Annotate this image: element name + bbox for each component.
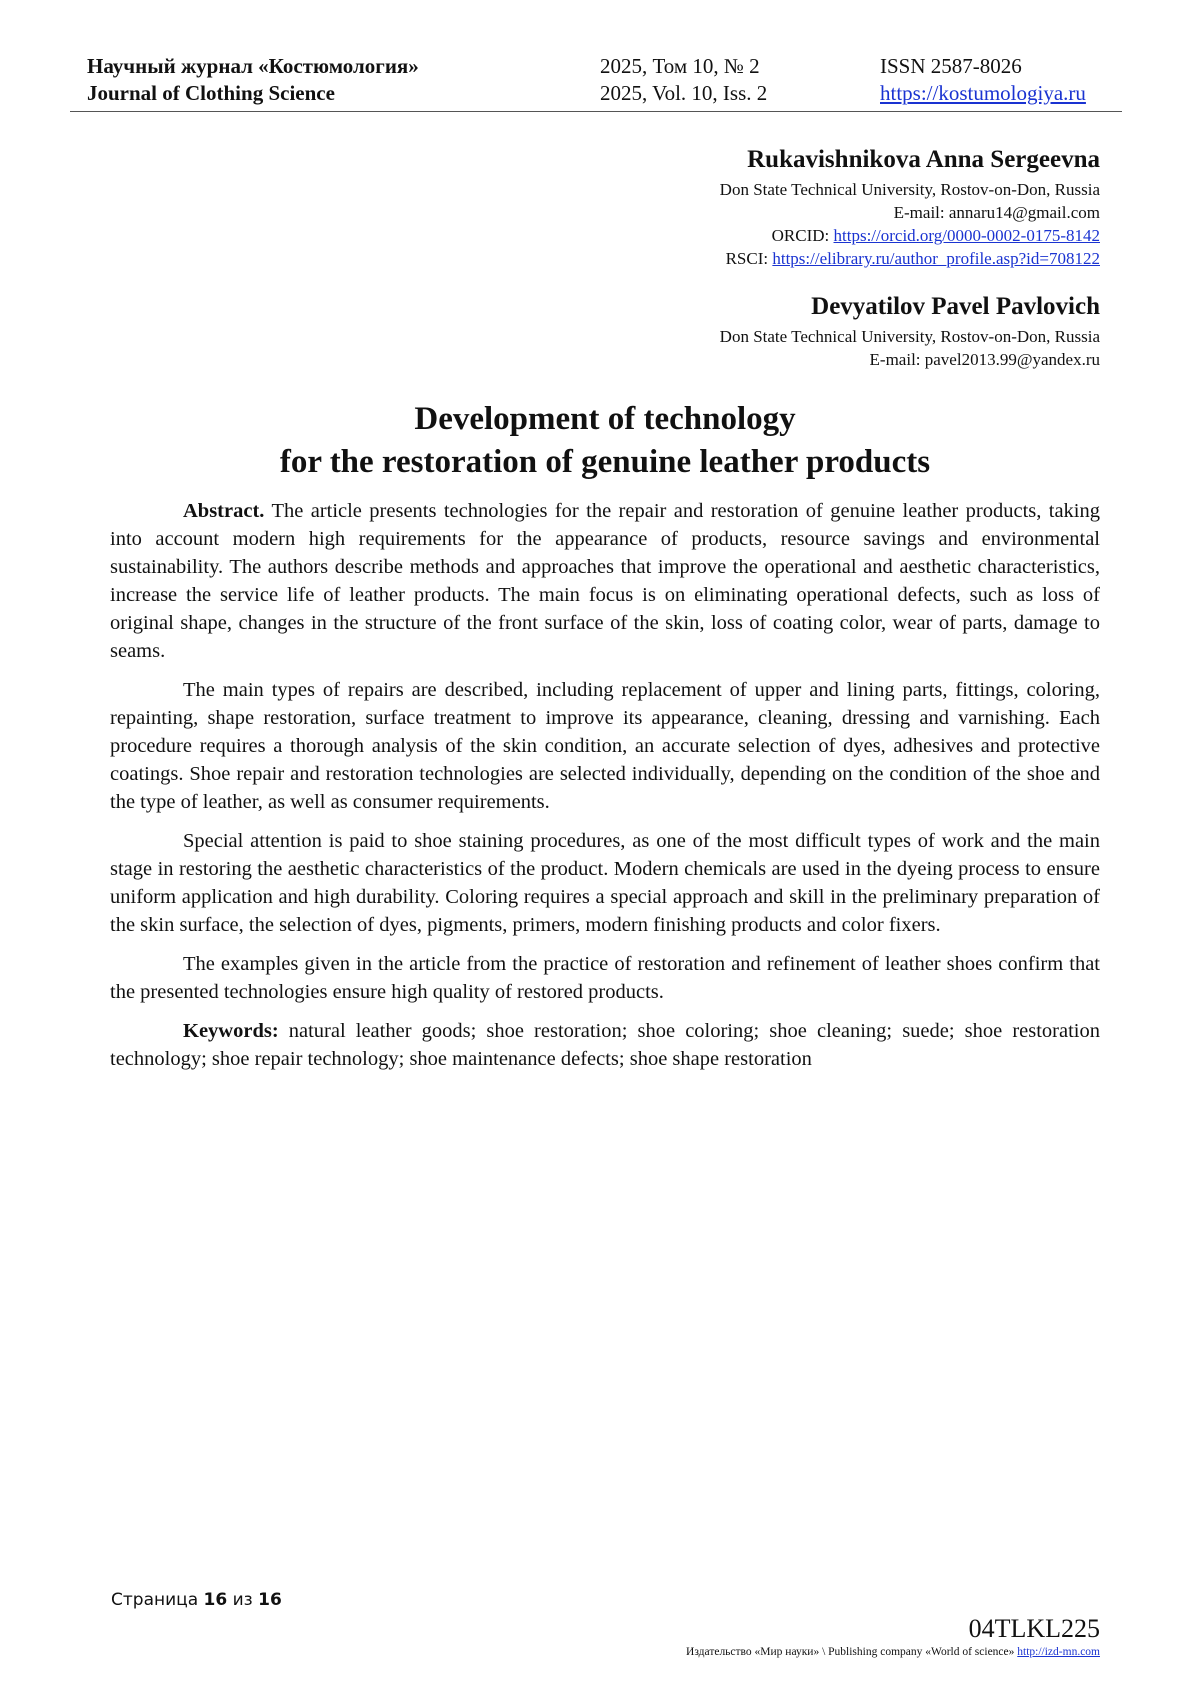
orcid-link[interactable]: https://orcid.org/0000-0002-0175-8142 [833,226,1100,245]
article-code: 04TLKL225 [968,1614,1100,1643]
keywords-label: Keywords: [183,1020,279,1042]
abstract-label: Abstract. [183,500,265,522]
title-line-1: Development of technology [414,401,796,437]
publisher-line [686,1646,1100,1658]
journal-name-ru: Научный журнал «Костюмология» [87,54,419,78]
author-rsci [720,247,1100,270]
orcid-label: ORCID: [771,226,834,245]
page-number [111,1590,282,1610]
journal-name-en: Journal of Clothing Science [87,81,335,105]
author-name: Rukavishnikova Anna Sergeevna [747,146,1100,173]
author-name: Devyatilov Pavel Pavlovich [811,293,1100,320]
page-total: 16 [258,1590,282,1610]
issue-en: 2025, Vol. 10, Iss. 2 [600,81,768,105]
issue-ru: 2025, Том 10, № 2 [600,54,760,78]
page-word: Страница [111,1590,204,1610]
abstract-paragraph-3: Special attention is paid to shoe staining procedures, as one of the most difficult types of work and the main stage in restoring the aesthetic characteristics of the product. Modern chemicals are used in the dyeing process to ensure uniform application and high durability. Coloring requires a special approach and skill in the preliminary preparation of the skin surface, the selection of dyes, pigments, primers, modern finishing products and color fixers. [110,830,1100,936]
header-row-ru [87,53,1122,80]
header-row-en [87,80,1122,107]
keywords-paragraph [110,1017,1100,1073]
issn: ISSN 2587-8026 [880,54,1022,78]
rsci-link[interactable]: https://elibrary.ru/author_profile.asp?id=708122 [772,249,1100,268]
publisher-text: Издательство «Мир науки» \ Publishing company «World of science» [686,1646,1018,1658]
abstract-paragraph-1 [110,497,1100,665]
author-email: E-mail: annaru14@gmail.com [893,203,1100,222]
article-title [0,398,1200,484]
abstract-section [110,497,1100,1084]
author-email: E-mail: pavel2013.99@yandex.ru [869,350,1100,369]
abstract-text-1: The article presents technologies for the repair and restoration of genuine leather products, taking into account modern high requirements for the appearance of products, resource savings and environmental sustainability. The authors describe methods and approaches that improve the operational and aesthetic characteristics, increase the service life of leather products. The main focus is on eliminating operational defects, such as loss of original shape, changes in the structure of the front surface of the skin, loss of coating color, wear of parts, damage to seams. [110,500,1100,662]
author-orcid [720,224,1100,247]
keywords-text: natural leather goods; shoe restoration; shoe coloring; shoe cleaning; suede; shoe restoration technology; shoe repair technology; shoe maintenance defects; shoe shape restoration [110,1020,1100,1070]
abstract-paragraph-2: The main types of repairs are described, including replacement of upper and lining parts, fittings, coloring, repainting, shape restoration, surface treatment to improve its appearance, cleaning, dressing and varnishing. Each procedure requires a thorough analysis of the skin condition, an accurate selection of dyes, adhesives and protective coatings. Shoe repair and restoration technologies are selected individually, depending on the condition of the shoe and the type of leather, as well as consumer requirements. [110,679,1100,813]
title-line-2: for the restoration of genuine leather products [279,444,931,480]
abstract-paragraph-4: The examples given in the article from the practice of restoration and refinement of leather shoes confirm that the presented technologies ensure high quality of restored products. [110,953,1100,1003]
page-of: из [227,1590,259,1610]
journal-url-link[interactable]: https://kostumologiya.ru [880,81,1086,105]
header-divider [70,111,1122,112]
page-current: 16 [203,1590,228,1610]
journal-header [87,53,1122,107]
publisher-link[interactable]: http://izd-mn.com [1017,1646,1100,1658]
author-block-1 [720,143,1100,270]
author-affiliation: Don State Technical University, Rostov-on-Don, Russia [719,180,1100,199]
rsci-label: RSCI: [725,249,773,268]
author-block-2 [720,290,1100,371]
author-affiliation: Don State Technical University, Rostov-on-Don, Russia [719,327,1100,346]
